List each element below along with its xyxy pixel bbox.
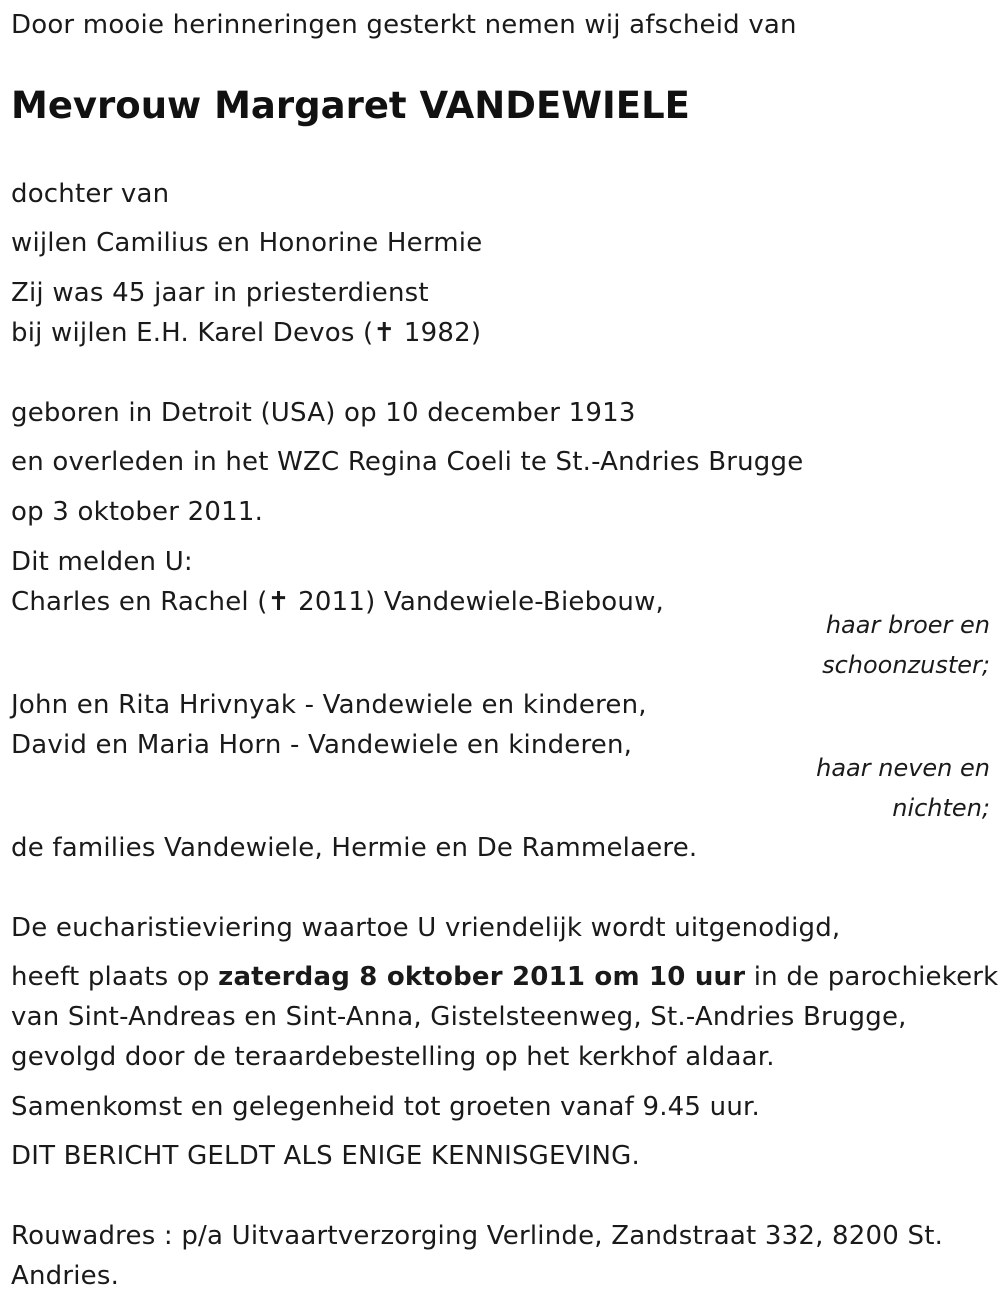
- deceased-name: Mevrouw Margaret VANDEWIELE: [11, 84, 690, 127]
- death-line-1: en overleden in het WZC Regina Coeli te St.-Andries Brugge: [11, 447, 804, 477]
- announcers-heading: Dit melden U:: [11, 547, 193, 577]
- birth-line: geboren in Detroit (USA) op 10 december 1913: [11, 398, 636, 428]
- cross-icon: ✝: [267, 587, 290, 617]
- intro-text: Door mooie herinneringen gesterkt nemen wij afscheid van: [11, 10, 797, 40]
- death-line-2: op 3 oktober 2011.: [11, 497, 264, 527]
- announcer-group-1: Charles en Rachel (✝ 2011) Vandewiele-Biebouw,: [11, 587, 665, 617]
- notice-line: DIT BERICHT GELDT ALS ENIGE KENNISGEVING.: [11, 1141, 640, 1171]
- relation-nephews: haar neven en: [816, 754, 990, 782]
- ceremony-date: zaterdag 8 oktober 2011 om 10 uur: [218, 962, 746, 992]
- ceremony-line-2: heeft plaats op zaterdag 8 oktober 2011 om 10 uur in de parochiekerk: [11, 962, 999, 992]
- relation-sister-in-law: schoonzuster;: [822, 651, 990, 679]
- gathering-line: Samenkomst en gelegenheid tot groeten vanaf 9.45 uur.: [11, 1092, 760, 1122]
- ceremony-line-3: van Sint-Andreas en Sint-Anna, Gistelsteenweg, St.-Andries Brugge,: [11, 1002, 907, 1032]
- families-line: de families Vandewiele, Hermie en De Rammelaere.: [11, 833, 698, 863]
- announcer-group-2-line-2: David en Maria Horn - Vandewiele en kinderen,: [11, 730, 633, 760]
- parents-line-1: dochter van: [11, 179, 170, 209]
- relation-nieces: nichten;: [892, 794, 990, 822]
- service-line-2: bij wijlen E.H. Karel Devos (✝ 1982): [11, 318, 482, 348]
- announcer-group-2-line-1: John en Rita Hrivnyak - Vandewiele en kinderen,: [11, 690, 647, 720]
- relation-brother: haar broer en: [825, 611, 990, 639]
- cross-icon: ✝: [373, 318, 396, 348]
- ceremony-line-1: De eucharistieviering waartoe U vriendelijk wordt uitgenodigd,: [11, 913, 841, 943]
- ceremony-line-4: gevolgd door de teraardebestelling op het kerkhof aldaar.: [11, 1042, 775, 1072]
- parents-line-2: wijlen Camilius en Honorine Hermie: [11, 228, 483, 258]
- address-line-2: Andries.: [11, 1261, 120, 1291]
- address-line-1: Rouwadres : p/a Uitvaartverzorging Verlinde, Zandstraat 332, 8200 St.: [11, 1221, 944, 1251]
- service-line-1: Zij was 45 jaar in priesterdienst: [11, 278, 429, 308]
